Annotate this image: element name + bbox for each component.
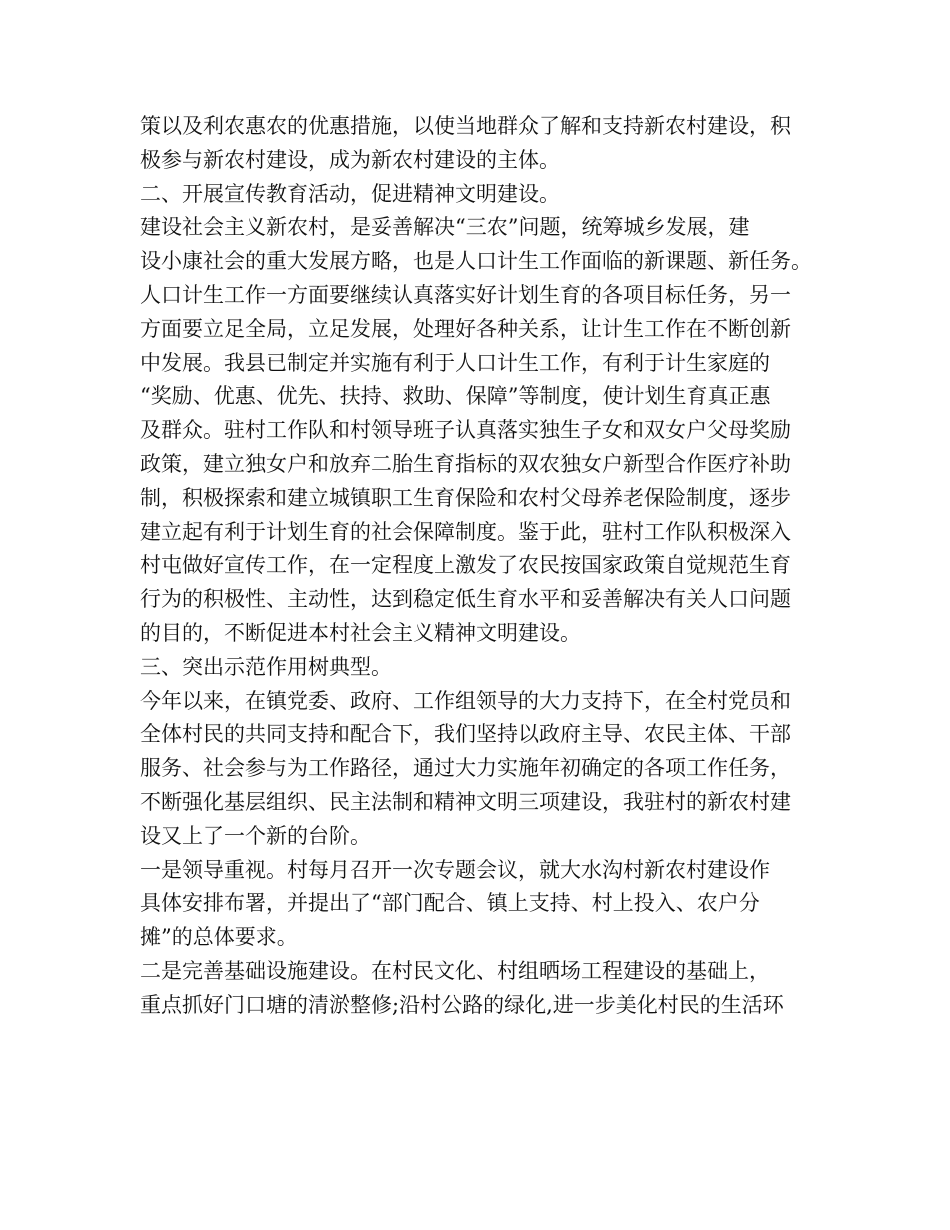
text-line: 设小康社会的重大发展方略，也是人口计生工作面临的新课题、新任务。: [140, 249, 812, 274]
text-line: 政策，建立独女户和放弃二胎生育指标的双农独女户新型合作医疗补助: [140, 451, 791, 476]
text-line: 极参与新农村建设，成为新农村建设的主体。: [140, 147, 560, 172]
text-line: 策以及利农惠农的优惠措施，以使当地群众了解和支持新农村建设，积: [140, 114, 791, 138]
text-line: 制，积极探索和建立城镇职工生育保险和农村父母养老保险制度，逐步: [140, 485, 791, 510]
text-line: 中发展。我县已制定并实施有利于人口计生工作，有利于计生家庭的: [140, 350, 770, 375]
text-line: 二是完善基础设施建设。在村民文化、村组晒场工程建设的基础上，: [140, 958, 770, 983]
text-line: 人口计生工作一方面要继续认真落实好计划生育的各项目标任务，另一: [140, 282, 791, 307]
text-line: 及群众。驻村工作队和村领导班子认真落实独生子女和双女户父母奖励: [140, 418, 791, 443]
text-line: 今年以来，在镇党委、政府、工作组领导的大力支持下，在全村党员和: [140, 688, 791, 713]
text-line: 不断强化基层组织、民主法制和精神文明三项建设，我驻村的新农村建: [140, 789, 791, 814]
section-heading: 二、开展宣传教育活动，促进精神文明建设。: [140, 181, 560, 206]
text-line: 一是领导重视。村每月召开一次专题会议，就大水沟村新农村建设作: [140, 857, 770, 882]
text-line: 服务、社会参与为工作路径，通过大力实施年初确定的各项工作任务，: [140, 756, 791, 781]
section-heading: 三、突出示范作用树典型。: [140, 654, 392, 679]
text-line: “奖励、优惠、优先、扶持、救助、保障”等制度，使计划生育真正惠: [140, 384, 771, 409]
text-line: 设又上了一个新的台阶。: [140, 823, 371, 848]
text-line: 行为的积极性、主动性，达到稳定低生育水平和妥善解决有关人口问题: [140, 587, 791, 612]
text-line: 建立起有利于计划生育的社会保障制度。鉴于此，驻村工作队积极深入: [140, 519, 791, 544]
text-line: 摊”的总体要求。: [140, 925, 298, 950]
body-text: [140, 110, 820, 1023]
text-line: 具体安排布署，并提出了“部门配合、镇上支持、村上投入、农户分: [140, 891, 760, 916]
text-line: 的目的，不断促进本村社会主义精神文明建设。: [140, 620, 581, 645]
text-line: 村屯做好宣传工作，在一定程度上激发了农民按国家政策自觉规范生育: [140, 553, 791, 578]
text-line: 方面要立足全局，立足发展，处理好各种关系，让计生工作在不断创新: [140, 316, 791, 341]
text-line: 重点抓好门口塘的清淤整修;沿村公路的绿化,进一步美化村民的生活环: [140, 992, 784, 1017]
text-line: 全体村民的共同支持和配合下，我们坚持以政府主导、农民主体、干部: [140, 722, 791, 747]
text-line: 建设社会主义新农村，是妥善解决“三农”问题，统筹城乡发展，建: [140, 215, 750, 240]
